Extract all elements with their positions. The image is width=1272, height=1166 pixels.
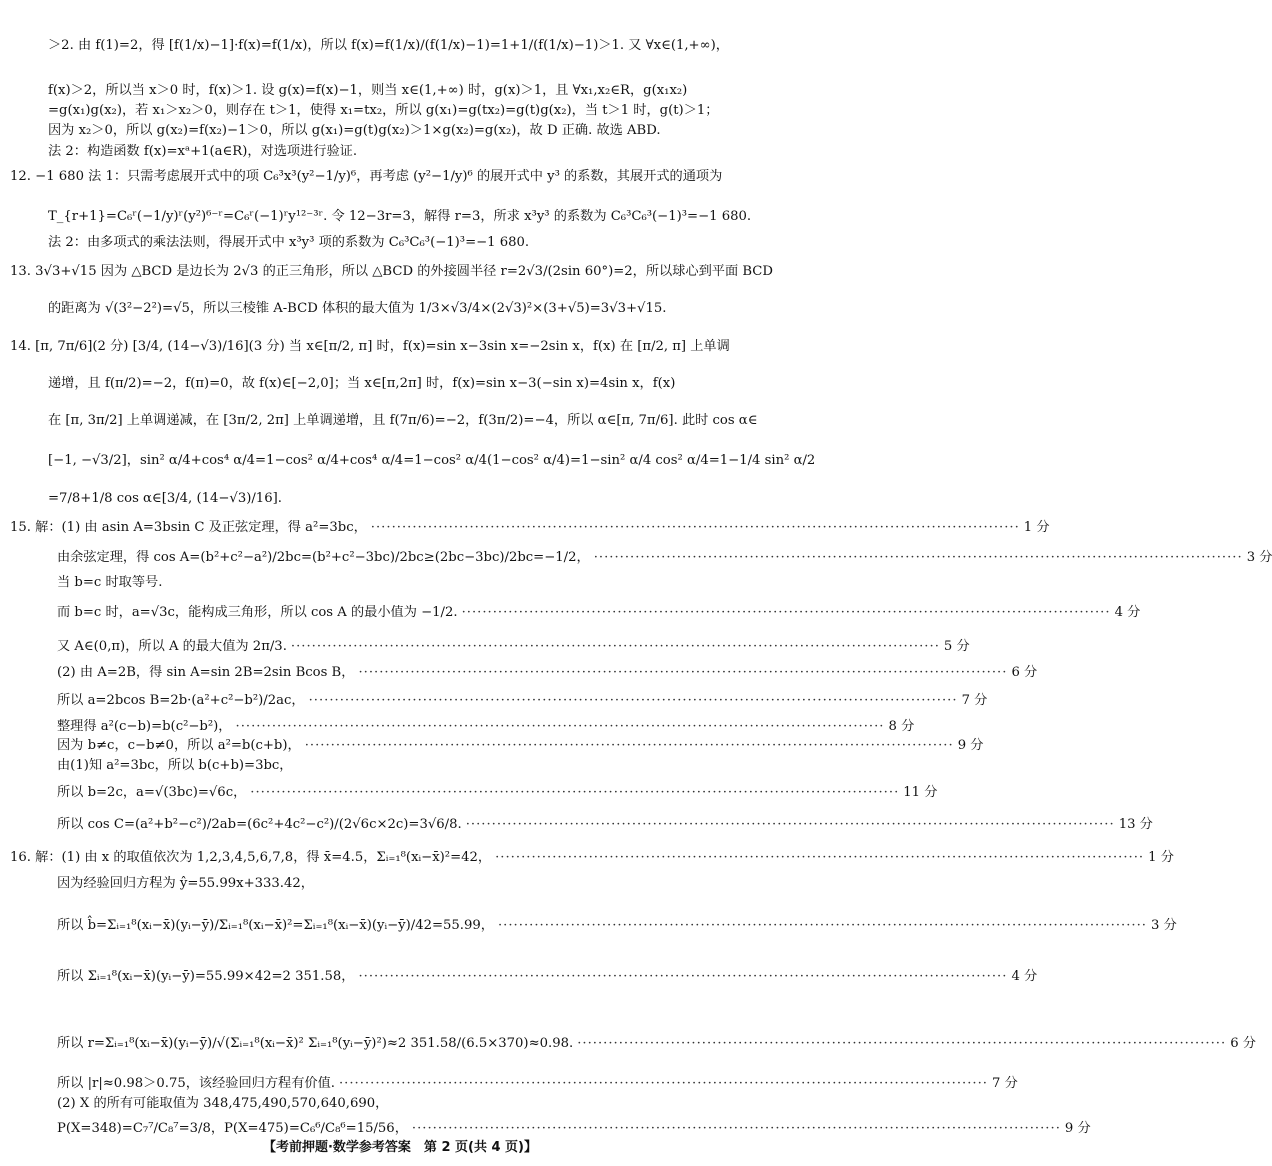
line-text: 15. 解：(1) 由 asin A=3bsin C 及正弦定理，得 a²=3bc， — [10, 520, 367, 535]
score-points: 5 分 — [943, 639, 970, 654]
leader-dots: ····························································································································· — [411, 1121, 1061, 1136]
scored-line — [10, 849, 1174, 867]
line-text: 而 b=c 时，a=√3c，能构成三角形，所以 cos A 的最小值为 −1/2. — [57, 605, 458, 620]
text-line: 由(1)知 a²=3bc，所以 b(c+b)=3bc， — [57, 758, 293, 773]
leader-dots: ····························································································································· — [495, 850, 1145, 865]
leader-dots: ····························································································································· — [250, 785, 900, 800]
leader-dots: ····························································································································· — [308, 693, 958, 708]
leader-dots: ····························································································································· — [370, 520, 1020, 535]
line-text: 所以 a=2bcos B=2b·(a²+c²−b²)/2ac， — [57, 693, 305, 708]
leader-dots: ····························································································································· — [577, 1036, 1227, 1051]
score-points: 7 分 — [991, 1076, 1018, 1091]
score-points: 6 分 — [1230, 1036, 1256, 1051]
line-text: 所以 |r|≈0.98＞0.75，该经验回归方程有价值. — [57, 1076, 335, 1091]
text-line: 当 b=c 时取等号. — [57, 575, 163, 590]
line-text: 所以 r=Σᵢ₌₁⁸(xᵢ−x̄)(yᵢ−ȳ)/√(Σᵢ₌₁⁸(xᵢ−x̄)² Σᵢ₌₁⁸(yᵢ−ȳ)²)≈2 351.58/(6.5×370)≈0.98. — [57, 1036, 574, 1051]
text-line: 的距离为 √(3²−2²)=√5，所以三棱锥 A-BCD 体积的最大值为 1/3×√3/4×(2√3)²×(3+√5)=3√3+√15. — [48, 301, 667, 316]
leader-dots: ····························································································································· — [593, 550, 1243, 565]
scored-line — [57, 816, 1153, 834]
line-text: 16. 解：(1) 由 x 的取值依次为 1,2,3,4,5,6,7,8，得 x̄=4.5，Σᵢ₌₁⁸(xᵢ−x̄)²=42， — [10, 850, 492, 865]
leader-dots: ····························································································································· — [465, 817, 1115, 832]
leader-dots: ····························································································································· — [338, 1076, 988, 1091]
scored-line — [57, 968, 1038, 986]
score-points: 9 分 — [957, 738, 984, 753]
line-text: 所以 b=2c，a=√(3bc)=√6c， — [57, 785, 247, 800]
scored-line — [10, 519, 1050, 537]
text-line: ＞2. 由 f(1)=2，得 [f(1/x)−1]·f(x)=f(1/x)，所以 f(x)=f(1/x)/(f(1/x)−1)=1+1/(f(1/x)−1)＞1. 又 ∀x∈(1,+∞)， — [48, 38, 729, 53]
score-points: 3 分 — [1246, 550, 1272, 565]
text-line: T_{r+1}=C₆ʳ(−1/y)ʳ(y²)⁶⁻ʳ=C₆ʳ(−1)ʳy¹²⁻³ʳ. 令 12−3r=3，解得 r=3，所求 x³y³ 的系数为 C₆³C₆³(−1)³=−1 680. — [48, 209, 752, 224]
text-line: 因为 x₂＞0，所以 g(x₂)=f(x₂)−1＞0，所以 g(x₁)=g(t)g(x₂)＞1×g(x₂)=g(x₂)，故 D 正确. 故选 ABD. — [48, 123, 661, 138]
leader-dots: ····························································································································· — [290, 639, 940, 654]
line-text: 又 A∈(0,π)，所以 A 的最大值为 2π/3. — [57, 639, 287, 654]
text-line: 法 2：由多项式的乘法法则，得展开式中 x³y³ 项的系数为 C₆³C₆³(−1)³=−1 680. — [48, 235, 530, 250]
text-line: 14. [π, 7π/6](2 分) [3/4, (14−√3)/16](3 分) 当 x∈[π/2, π] 时，f(x)=sin x−3sin x=−2sin x，f(x) 在 [π/2, π] 上单调 — [10, 339, 730, 354]
text-line: 12. −1 680 法 1：只需考虑展开式中的项 C₆³x³(y²−1/y)⁶，再考虑 (y²−1/y)⁶ 的展开式中 y³ 的系数，其展开式的通项为 — [10, 169, 723, 184]
line-text: 由余弦定理，得 cos A=(b²+c²−a²)/2bc=(b²+c²−3bc)/2bc≥(2bc−3bc)/2bc=−1/2， — [57, 550, 590, 565]
text-line: =7/8+1/8 cos α∈[3/4, (14−√3)/16]. — [48, 491, 282, 506]
leader-dots: ····························································································································· — [497, 918, 1147, 933]
score-points: 8 分 — [888, 719, 915, 734]
leader-dots: ····························································································································· — [235, 719, 885, 734]
scored-line — [57, 737, 984, 755]
line-text: 所以 b̂=Σᵢ₌₁⁸(xᵢ−x̄)(yᵢ−ȳ)/Σᵢ₌₁⁸(xᵢ−x̄)²=Σᵢ₌₁⁸(xᵢ−x̄)(yᵢ−ȳ)/42=55.99， — [57, 918, 494, 933]
scored-line — [57, 604, 1141, 622]
text-line: 13. 3√3+√15 因为 △BCD 是边长为 2√3 的正三角形，所以 △BCD 的外接圆半径 r=2√3/(2sin 60°)=2，所以球心到平面 BCD — [10, 264, 773, 279]
text-line: [−1, −√3/2]，sin² α/4+cos⁴ α/4=1−cos² α/4+cos⁴ α/4=1−cos² α/4(1−cos² α/4)=1−sin² α/4 cos² α/4=1−1/4 sin² α/2 — [48, 453, 816, 468]
score-points: 7 分 — [961, 693, 988, 708]
score-points: 13 分 — [1118, 817, 1153, 832]
text-line: 因为经验回归方程为 ŷ=55.99x+333.42， — [57, 876, 314, 891]
score-points: 1 分 — [1023, 520, 1050, 535]
scored-line — [57, 1035, 1256, 1053]
line-text: 所以 cos C=(a²+b²−c²)/2ab=(6c²+4c²−c²)/(2√6c×2c)=3√6/8. — [57, 817, 462, 832]
line-text: 所以 Σᵢ₌₁⁸(xᵢ−x̄)(yᵢ−ȳ)=55.99×42=2 351.58， — [57, 969, 355, 984]
scored-line — [57, 1075, 1018, 1093]
line-text: P(X=348)=C₇⁷/C₈⁷=3/8，P(X=475)=C₆⁶/C₈⁶=15/56， — [57, 1121, 408, 1136]
scored-line — [57, 664, 1038, 682]
score-points: 3 分 — [1150, 918, 1177, 933]
score-points: 11 分 — [903, 785, 938, 800]
line-text: 因为 b≠c，c−b≠0，所以 a²=b(c+b)， — [57, 738, 301, 753]
leader-dots: ····························································································································· — [304, 738, 954, 753]
text-line: 在 [π, 3π/2] 上单调递减，在 [3π/2, 2π] 上单调递增，且 f(7π/6)=−2，f(3π/2)=−4，所以 α∈[π, 7π/6]. 此时 cos α∈ — [48, 413, 758, 428]
text-line: 法 2：构造函数 f(x)=xᵃ+1(a∈R)，对选项进行验证. — [48, 144, 358, 159]
scored-line — [57, 549, 1272, 567]
score-points: 4 分 — [1114, 605, 1141, 620]
leader-dots: ····························································································································· — [461, 605, 1111, 620]
scored-line — [57, 784, 938, 802]
text-line: f(x)＞2，所以当 x＞0 时，f(x)＞1. 设 g(x)=f(x)−1，则当 x∈(1,+∞) 时，g(x)＞1，且 ∀x₁,x₂∈R，g(x₁x₂) — [48, 83, 688, 98]
score-points: 1 分 — [1148, 850, 1174, 865]
leader-dots: ····························································································································· — [358, 969, 1008, 984]
scored-line — [57, 718, 915, 736]
text-line: 递增，且 f(π/2)=−2，f(π)=0，故 f(x)∈[−2,0]；当 x∈[π,2π] 时，f(x)=sin x−3(−sin x)=4sin x，f(x) — [48, 376, 676, 391]
text-line: =g(x₁)g(x₂)，若 x₁＞x₂＞0，则存在 t＞1，使得 x₁=tx₂，所以 g(x₁)=g(tx₂)=g(t)g(x₂)，当 t＞1 时，g(t)＞1； — [48, 103, 719, 118]
scored-line — [57, 692, 988, 710]
leader-dots: ····························································································································· — [358, 665, 1008, 680]
scored-line — [57, 638, 970, 656]
text-line: (2) X 的所有可能取值为 348,475,490,570,640,690， — [57, 1096, 389, 1111]
scored-line — [57, 917, 1177, 935]
score-points: 4 分 — [1011, 969, 1038, 984]
score-points: 6 分 — [1011, 665, 1038, 680]
score-points: 9 分 — [1064, 1121, 1091, 1136]
line-text: 整理得 a²(c−b)=b(c²−b²)， — [57, 719, 232, 734]
page-footer: 【考前押题·数学参考答案 第 2 页(共 4 页)】 — [262, 1140, 538, 1155]
line-text: (2) 由 A=2B，得 sin A=sin 2B=2sin Bcos B， — [57, 665, 355, 680]
